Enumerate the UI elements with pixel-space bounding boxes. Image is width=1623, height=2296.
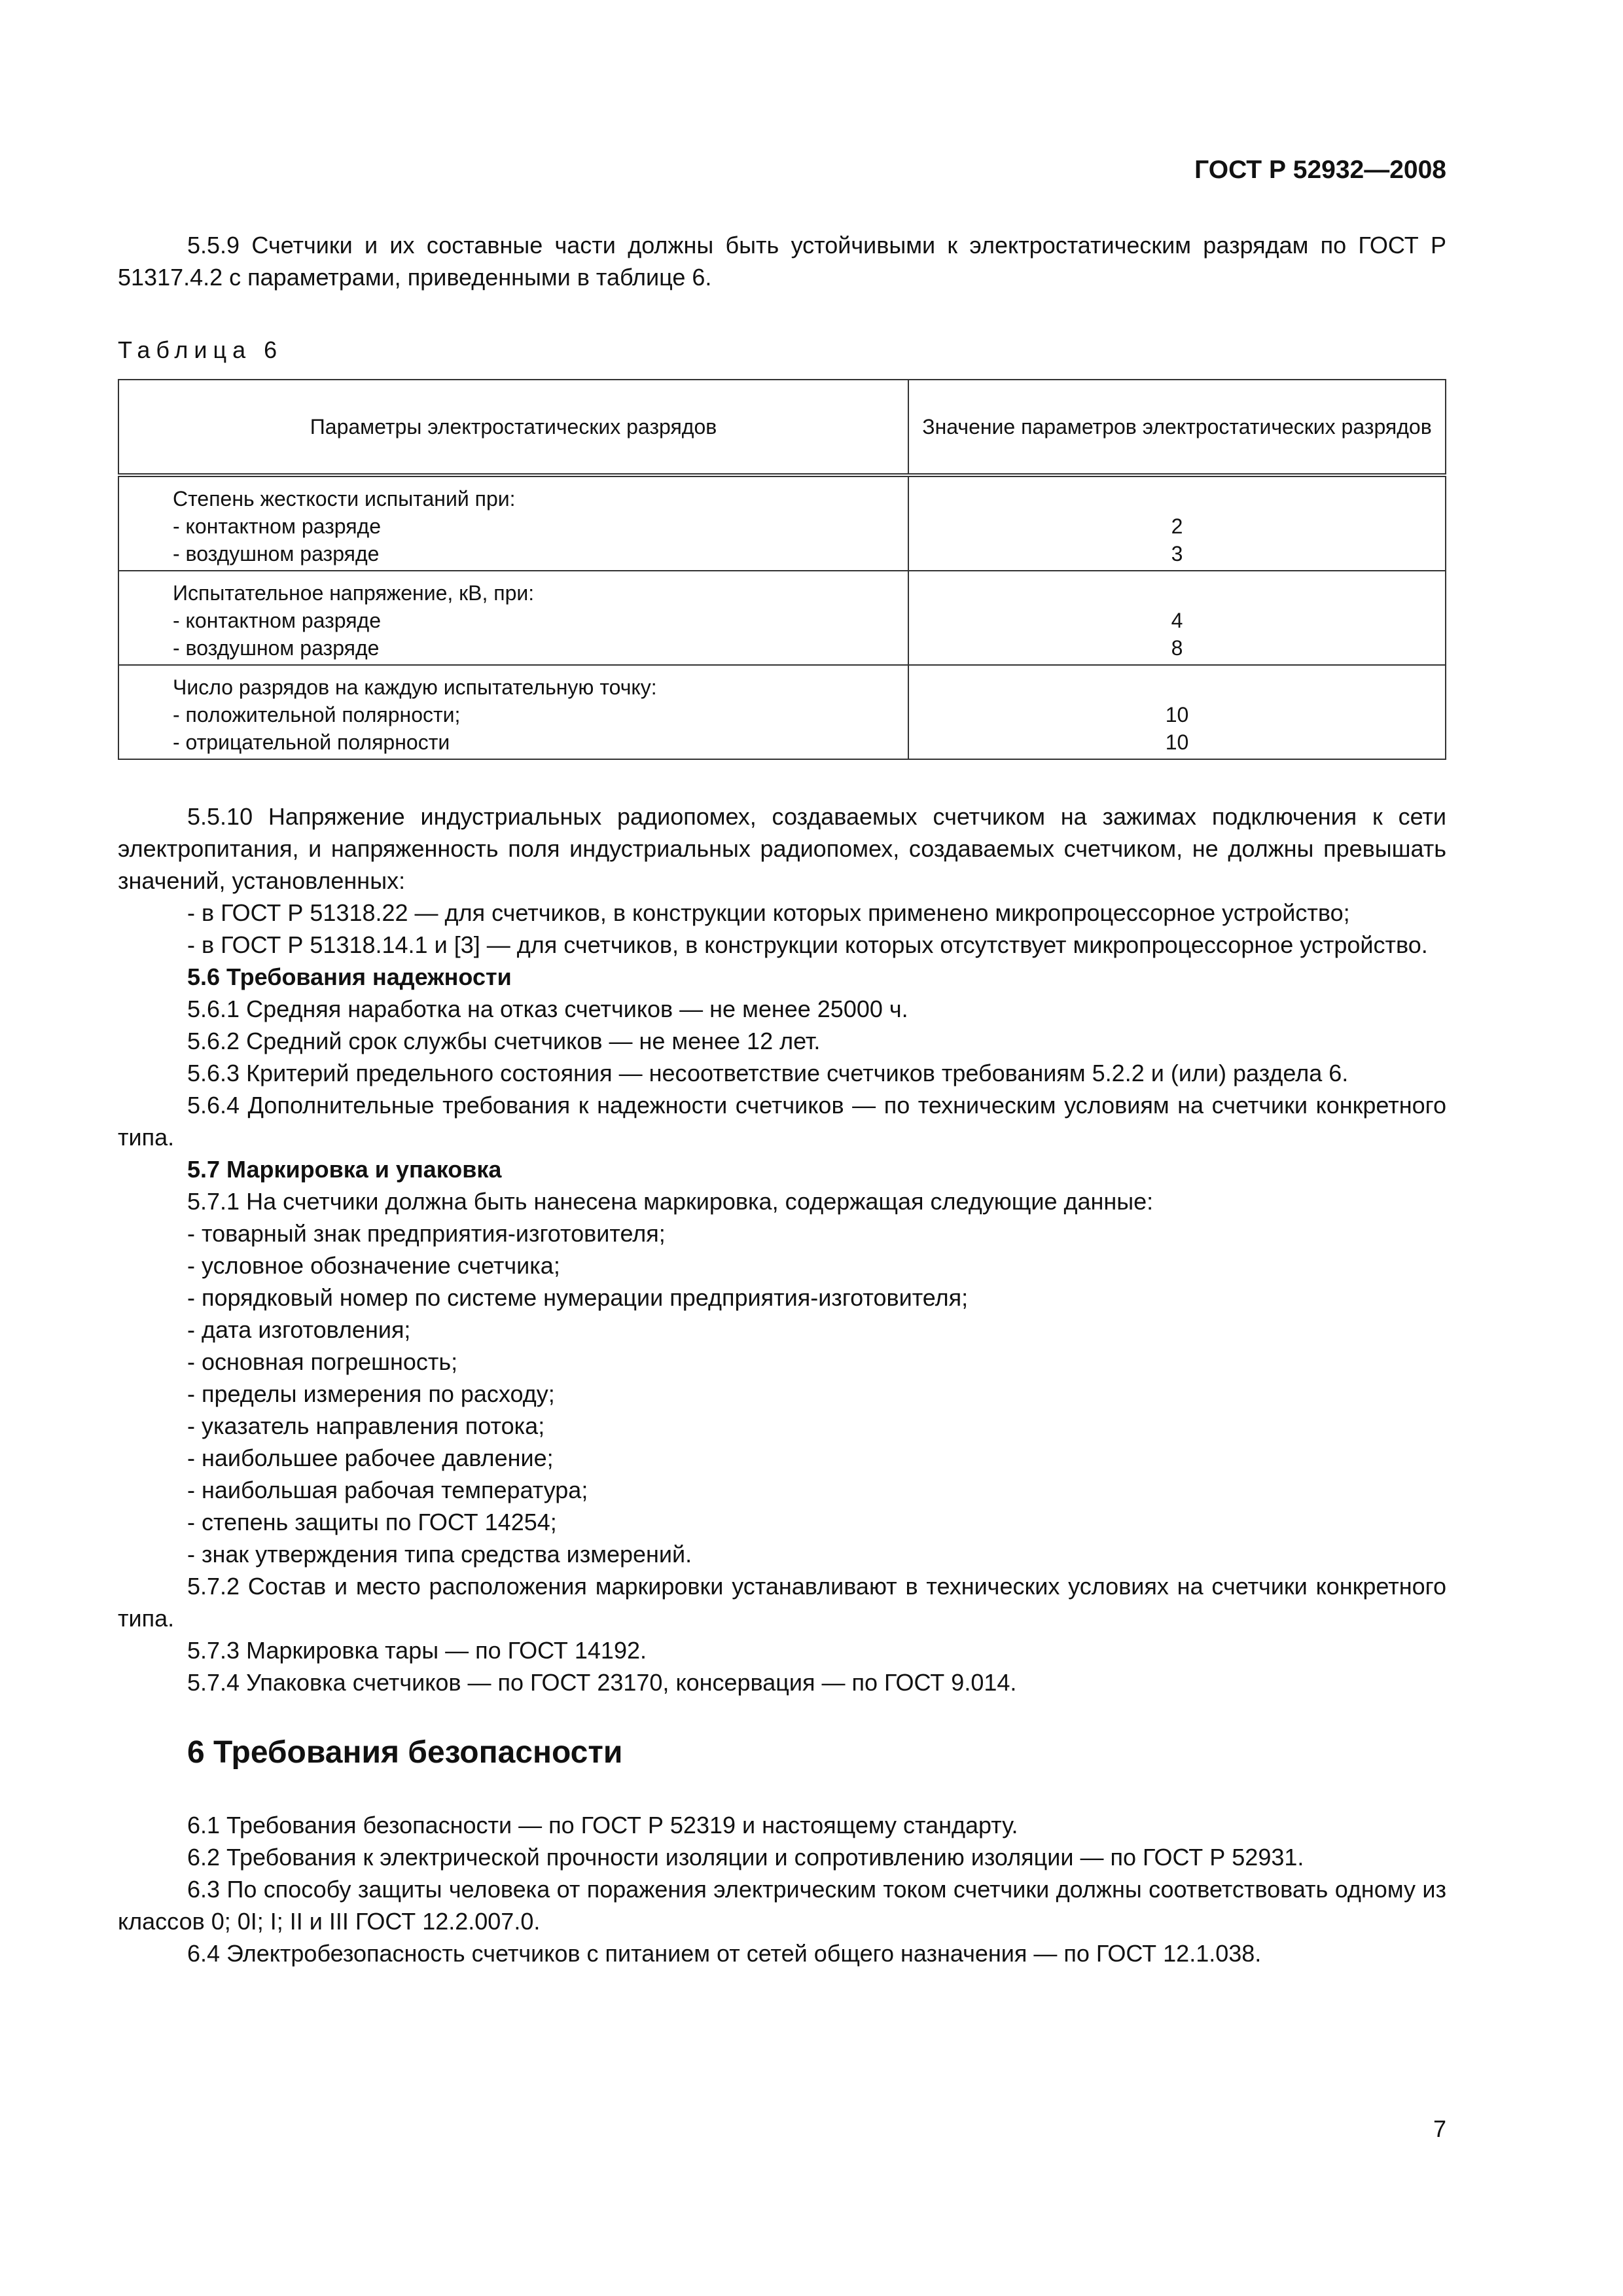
page-number: 7 (1433, 2115, 1446, 2142)
row-value: 4 (1171, 609, 1183, 632)
table-row (118, 665, 1446, 759)
clause-5-6-1: 5.6.1 Средняя наработка на отказ счетчиков — не менее 25000 ч. (187, 996, 908, 1022)
list-item: - основная погрешность; (187, 1348, 458, 1375)
clause-6-3: 6.3 По способу защиты человека от поражения электрическим током счетчики должны соответствовать одному из классов 0; 0I; I; II и III ГОСТ 12.2.007.0. (118, 1876, 1446, 1935)
list-item: - товарный знак предприятия-изготовителя; (187, 1220, 666, 1247)
standard-code-header: ГОСТ Р 52932—2008 (1194, 156, 1446, 184)
page-content (118, 229, 1446, 1969)
list-item: - наибольшее рабочее давление; (187, 1444, 554, 1471)
row-value: 2 (1171, 514, 1183, 538)
row-title: Испытательное напряжение, кВ, при: (173, 581, 535, 605)
row-value: 10 (1165, 703, 1189, 726)
clause-5-5-9: 5.5.9 Счетчики и их составные части должны быть устойчивыми к электростатическим разрядам по ГОСТ Р 51317.4.2 с параметрами, приведенными в таблице 6. (118, 232, 1446, 291)
clause-6-1: 6.1 Требования безопасности — по ГОСТ Р 52319 и настоящему стандарту. (187, 1812, 1018, 1839)
clause-5-7-1: 5.7.1 На счетчики должна быть нанесена маркировка, содержащая следующие данные: (187, 1188, 1154, 1215)
row-item: - контактном разряде (173, 514, 381, 538)
list-item: - пределы измерения по расходу; (187, 1380, 555, 1407)
row-item: - отрицательной полярности (173, 730, 450, 754)
clause-5-7-4: 5.7.4 Упаковка счетчиков — по ГОСТ 23170, консервация — по ГОСТ 9.014. (187, 1669, 1017, 1696)
row-title: Число разрядов на каждую испытательную точку: (173, 675, 657, 699)
clause-5-6-3: 5.6.3 Критерий предельного состояния — несоответствие счетчиков требованиям 5.2.2 и (или) раздела 6. (187, 1060, 1349, 1086)
clause-5-7-2: 5.7.2 Состав и место расположения маркировки устанавливают в технических условиях на счетчики конкретного типа. (118, 1573, 1446, 1632)
table-header-parameters: Параметры электростатических разрядов (118, 380, 908, 475)
table-6 (118, 379, 1446, 760)
clause-5-5-10: 5.5.10 Напряжение индустриальных радиопомех, создаваемых счетчиком на зажимах подключения к сети электропитания, и напряженность поля индустриальных радиопомех, создаваемых счетчиком, не должны превышать значений, установленных: (118, 803, 1446, 894)
list-item: - условное обозначение счетчика; (187, 1252, 560, 1279)
row-value: 10 (1165, 730, 1189, 754)
clause-5-7-3: 5.7.3 Маркировка тары — по ГОСТ 14192. (187, 1637, 647, 1664)
section-heading-5-7: 5.7 Маркировка и упаковка (187, 1156, 502, 1183)
clause-5-6-4: 5.6.4 Дополнительные требования к надежности счетчиков — по техническим условиям на счетчики конкретного типа. (118, 1092, 1446, 1151)
row-item: - положительной полярности; (173, 703, 461, 726)
clause-6-4: 6.4 Электробезопасность счетчиков с питанием от сетей общего назначения — по ГОСТ 12.1.038. (187, 1940, 1262, 1967)
row-title: Степень жесткости испытаний при: (173, 487, 516, 511)
clause-5-5-10-item-a: - в ГОСТ Р 51318.22 — для счетчиков, в конструкции которых применено микропроцессорное устройство; (187, 899, 1350, 926)
list-item: - наибольшая рабочая температура; (187, 1477, 588, 1503)
row-value: 8 (1171, 636, 1183, 660)
clause-6-2: 6.2 Требования к электрической прочности изоляции и сопротивлению изоляции — по ГОСТ Р 52931. (187, 1844, 1304, 1871)
table-header-values: Значение параметров электростатических разрядов (908, 380, 1446, 475)
clause-5-6-2: 5.6.2 Средний срок службы счетчиков — не менее 12 лет. (187, 1028, 821, 1054)
row-value: 3 (1171, 542, 1183, 565)
section-heading-5-6: 5.6 Требования надежности (187, 963, 512, 990)
clause-5-5-10-item-b: - в ГОСТ Р 51318.14.1 и [3] — для счетчиков, в конструкции которых отсутствует микропроцессорное устройство. (187, 931, 1428, 958)
list-item: - указатель направления потока; (187, 1412, 545, 1439)
row-item: - воздушном разряде (173, 636, 380, 660)
list-item: - дата изготовления; (187, 1316, 411, 1343)
table-row (118, 571, 1446, 665)
list-item: - знак утверждения типа средства измерений. (187, 1541, 692, 1568)
row-item: - воздушном разряде (173, 542, 380, 565)
row-item: - контактном разряде (173, 609, 381, 632)
section-heading-6: 6 Требования безопасности (187, 1735, 623, 1770)
list-item: - порядковый номер по системе нумерации предприятия-изготовителя; (187, 1284, 969, 1311)
table-caption: Таблица 6 (118, 336, 283, 363)
table-row (118, 475, 1446, 571)
list-item: - степень защиты по ГОСТ 14254; (187, 1509, 557, 1535)
